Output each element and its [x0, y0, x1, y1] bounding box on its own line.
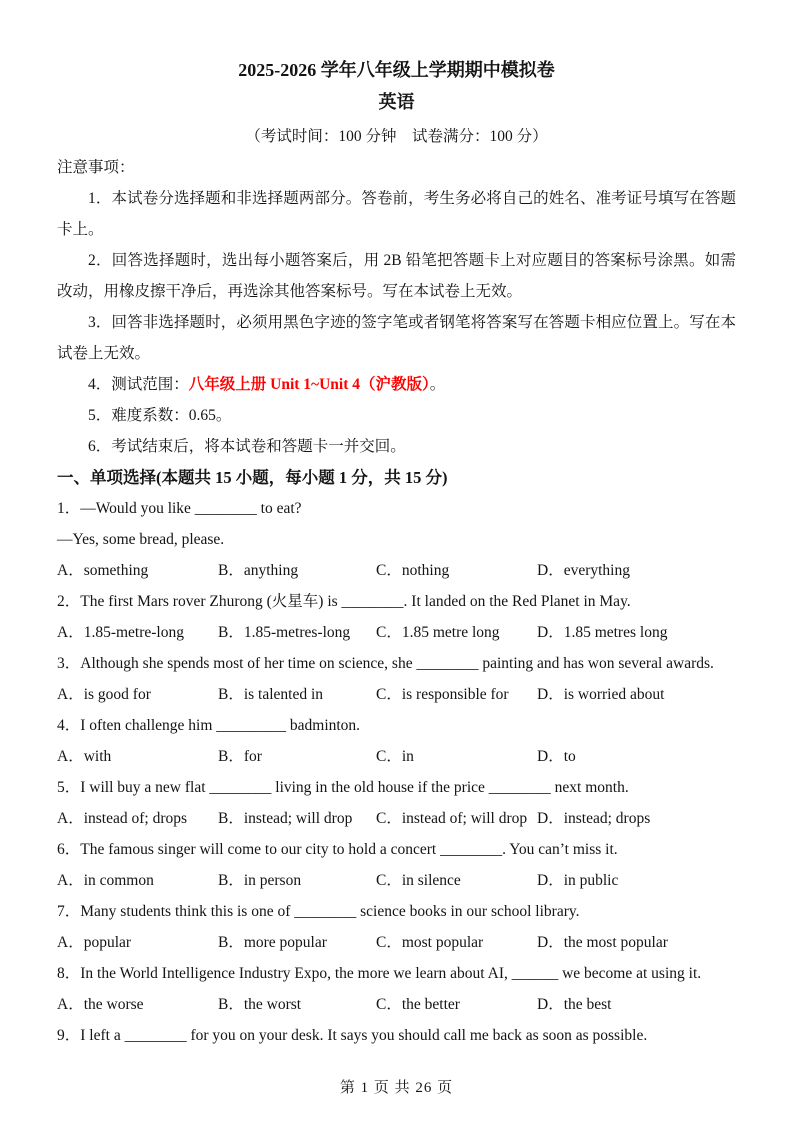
- option-a: A．is good for: [57, 686, 151, 703]
- question-options: [57, 989, 736, 1020]
- option-a: A．1.85-metre-long: [57, 624, 184, 641]
- option-a: A．instead of; drops: [57, 810, 188, 827]
- question-stem: 8．In the World Intelligence Industry Expo, the more we learn about AI, ______ we become at using it.: [57, 965, 702, 982]
- option-b: B．1.85-metres-long: [218, 624, 351, 641]
- option-c: C．most popular: [376, 934, 484, 951]
- question-stem: 1．—Would you like ________ to eat?: [57, 500, 302, 517]
- question-7: [57, 896, 736, 958]
- notice-scope-highlight: 八年级上册 Unit 1~Unit 4（沪教版）: [188, 376, 430, 393]
- option-d: D．in public: [537, 872, 619, 889]
- question-options: [57, 927, 736, 958]
- option-c: C．nothing: [376, 562, 450, 579]
- option-c: C．in: [376, 748, 414, 765]
- option-b: B．anything: [218, 562, 299, 579]
- option-b: B．the worst: [218, 996, 302, 1013]
- question-6: [57, 834, 736, 896]
- option-a: A．popular: [57, 934, 132, 951]
- option-c: C．1.85 metre long: [376, 624, 500, 641]
- option-c: C．in silence: [376, 872, 461, 889]
- option-d: D．everything: [537, 562, 630, 579]
- question-stem: 7．Many students think this is one of ________ science books in our school library.: [57, 903, 580, 920]
- option-b: B．for: [218, 748, 262, 765]
- option-a: A．something: [57, 562, 149, 579]
- notice-item-4: [57, 369, 736, 400]
- option-b: B．in person: [218, 872, 302, 889]
- question-3: [57, 648, 736, 710]
- notice-item-3: 3．回答非选择题时，必须用黑色字迹的签字笔或者钢笔将答案写在答题卡相应位置上。写在本试卷上无效。: [57, 314, 736, 362]
- question-5: [57, 772, 736, 834]
- option-d: D．1.85 metres long: [537, 624, 668, 641]
- notice-item-6: 6．考试结束后，将本试卷和答题卡一并交回。: [88, 438, 406, 455]
- notice-item-4-suffix: 。: [429, 376, 446, 393]
- question-stem: 4．I often challenge him _________ badminton.: [57, 717, 361, 734]
- option-d: D．instead; drops: [537, 810, 651, 827]
- notice-item-1: 1．本试卷分选择题和非选择题两部分。答卷前，考生务必将自己的姓名、准考证号填写在答题卡上。: [57, 190, 736, 238]
- question-stem: 6．The famous singer will come to our city to hold a concert ________. You can’t miss it.: [57, 841, 618, 858]
- exam-subject: 英语: [378, 92, 415, 112]
- option-d: D．is worried about: [537, 686, 665, 703]
- option-a: A．the worse: [57, 996, 144, 1013]
- question-stem: 3．Although she spends most of her time on science, she ________ painting and has won several awards.: [57, 655, 714, 672]
- page-footer: 第 1 页 共 26 页: [339, 1080, 454, 1096]
- question-options: [57, 741, 736, 772]
- exam-info-line: （考试时间：100 分钟 试卷满分：100 分）: [245, 128, 548, 145]
- notice-label: 注意事项：: [57, 159, 135, 176]
- question-options: [57, 679, 736, 710]
- exam-title: 2025-2026 学年八年级上学期期中模拟卷: [238, 60, 555, 80]
- option-c: C．the better: [376, 996, 460, 1013]
- notice-item-4-prefix: 4．测试范围：: [88, 376, 189, 393]
- question-stem: 5．I will buy a new flat ________ living in the old house if the price ________ next month.: [57, 779, 629, 796]
- option-b: B．is talented in: [218, 686, 324, 703]
- question-stem: 9．I left a ________ for you on your desk. It says you should call me back as soon as possible.: [57, 1027, 648, 1044]
- option-c: C．is responsible for: [376, 686, 509, 703]
- option-d: D．the best: [537, 996, 612, 1013]
- question-8: [57, 958, 736, 1020]
- question-options: [57, 865, 736, 896]
- question-options: [57, 617, 736, 648]
- option-b: B．instead; will drop: [218, 810, 353, 827]
- notice-item-2: 2．回答选择题时，选出每小题答案后，用 2B 铅笔把答题卡上对应题目的答案标号涂黑。如需改动，用橡皮擦干净后，再选涂其他答案标号。写在本试卷上无效。: [57, 252, 736, 300]
- option-a: A．with: [57, 748, 112, 765]
- question-stem: 2．The first Mars rover Zhurong (火星车) is ________. It landed on the Red Planet in May.: [57, 593, 631, 610]
- section-heading: 一、单项选择(本题共 15 小题，每小题 1 分，共 15 分): [57, 468, 448, 487]
- option-c: C．instead of; will drop: [376, 810, 528, 827]
- option-d: D．the most popular: [537, 934, 668, 951]
- question-2: [57, 586, 736, 648]
- question-stem-reply: —Yes, some bread, please.: [57, 531, 225, 548]
- option-a: A．in common: [57, 872, 154, 889]
- notice-item-5: 5．难度系数：0.65。: [88, 407, 232, 424]
- option-d: D．to: [537, 748, 576, 765]
- question-options: [57, 803, 736, 834]
- option-b: B．more popular: [218, 934, 327, 951]
- question-4: [57, 710, 736, 772]
- question-1: [57, 493, 736, 586]
- question-options: [57, 555, 736, 586]
- question-9: [57, 1020, 736, 1051]
